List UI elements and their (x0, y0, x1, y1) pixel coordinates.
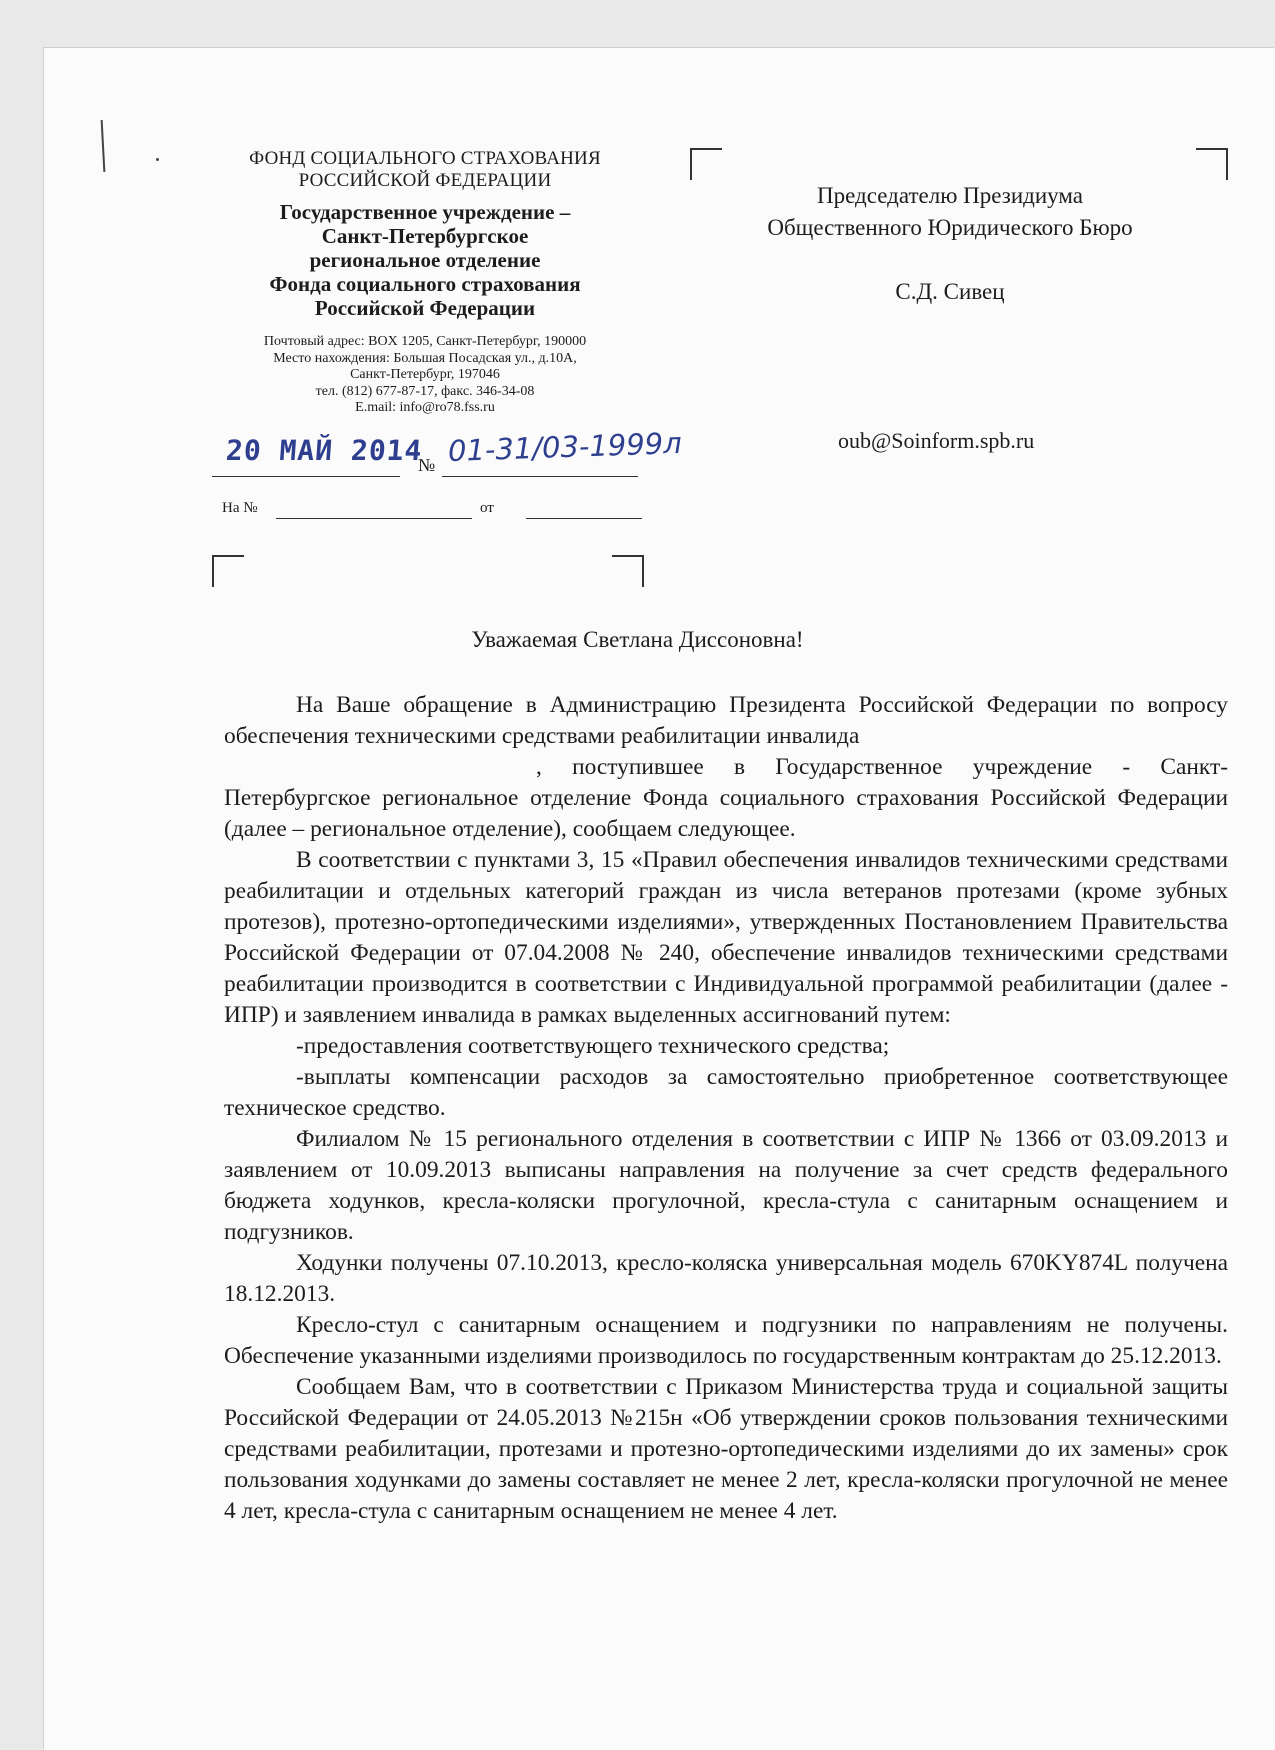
outgoing-number: 01-31/03-1999л (447, 425, 683, 469)
fund-name-line1: ФОНД СОЦИАЛЬНОГО СТРАХОВАНИЯ (249, 148, 601, 169)
institution-line5: Российской Федерации (314, 296, 536, 320)
subject-corner-right (612, 555, 644, 587)
paragraph-appeal: На Ваше обращение в Администрацию Президента Российской Федерации по вопросу обеспечения техническими средствами реабилитации инвалида (224, 692, 1228, 749)
recipient-email: oub@Soinform.spb.ru (838, 428, 1035, 453)
postal-address: Почтовый адрес: BOX 1205, Санкт-Петербург, 190000 (263, 334, 587, 349)
paragraph-order: Сообщаем Вам, что в соответствии с Приказом Министерства труда и социальной защиты Российской Федерации от 24.05.2013 №215н «Об утверждении сроков пользования техническими средствами реабилитации, протезами и протезно-ортопедическими изделиями до их замены» срок пользования ходунками до замены составляет не менее 2 лет, кресла-коляски прогулочной не менее 4 лет, кресла-стула с санитарным оснащением не менее 4 лет. (224, 1374, 1228, 1524)
paragraph-appeal-cont: , поступившее в Государственное учреждение - Санкт-Петербургское региональное отделение Фонда социального страхования Российской Федерации (далее – региональное отделение), сообщаем следующее. (224, 754, 1228, 842)
paragraph-received: Ходунки получены 07.10.2013, кресло-коляска универсальная модель 670KY874L получена 18.12.2013. (224, 1250, 1228, 1307)
institution-line1: Государственное учреждение – (279, 200, 571, 224)
pen-dot (156, 158, 159, 161)
sender-email: E.mail: info@ro78.fss.ru (355, 400, 495, 415)
subject-corner-left (212, 555, 244, 587)
salutation: Уважаемая Светлана Диссоновна! (471, 627, 804, 652)
fund-name-line2: РОССИЙСКОЙ ФЕДЕРАЦИИ (298, 170, 552, 191)
recipient-title-line1: Председателю Президиума (817, 183, 1083, 208)
phone-fax: тел. (812) 677-87-17, факс. 346-34-08 (315, 383, 535, 399)
recipient-block (700, 180, 1200, 308)
paragraph-branch: Филиалом № 15 регионального отделения в соответствии с ИПР № 1366 от 03.09.2013 и заявлением от 10.09.2013 выписаны направления на получение за счет средств федерального бюджета ходунков, кресла-коляски прогулочной, кресла-стула с санитарным оснащением и подгузников. (224, 1126, 1228, 1245)
location-city: Санкт-Петербург, 197046 (350, 367, 500, 382)
number-underline (442, 476, 638, 477)
date-underline (212, 476, 400, 477)
paragraph-rules: В соответствии с пунктами 3, 15 «Правил обеспечения инвалидов техническими средствами реабилитации и отдельных категорий граждан из числа ветеранов протезами (кроме зубных протезов), протезно-ортопедическими изделиями», утвержденных Постановлением Правительства Российской Федерации от 07.04.2008 № 240, обеспечение инвалидов техническими средствами реабилитации производится в соответствии с Индивидуальной программой реабилитации (далее - ИПР) и заявлением инвалида в рамках выделенных ассигнований путем: (224, 847, 1228, 1028)
list-item-compensation: -выплаты компенсации расходов за самостоятельно приобретенное соответствующее техническое средство. (224, 1064, 1228, 1121)
ref-number-label: На № (222, 500, 258, 516)
ref-number-underline (276, 518, 472, 519)
recipient-title-line2: Общественного Юридического Бюро (767, 215, 1133, 240)
number-label: № (418, 455, 436, 475)
sender-address (210, 334, 640, 417)
institution-line4: Фонда социального страхования (269, 272, 581, 296)
ref-date-underline (526, 518, 642, 519)
institution-line2: Санкт-Петербургское (321, 224, 529, 248)
letter-body (224, 690, 1228, 1527)
date-stamp: 20 МАЙ 2014 (224, 434, 424, 467)
recipient-corner-right (1196, 148, 1228, 180)
sender-header (210, 148, 640, 417)
institution-line3: региональное отделение (309, 248, 541, 272)
recipient-name: С.Д. Сивец (895, 279, 1005, 304)
list-item-provision: -предоставления соответствующего технического средства; (296, 1033, 890, 1059)
institution-name (210, 200, 640, 320)
ref-date-label: от (480, 500, 494, 516)
location-address: Место нахождения: Большая Посадская ул., д.10А, (273, 350, 577, 366)
paragraph-not-received: Кресло-стул с санитарным оснащением и подгузники по направлениям не получены. Обеспечение указанными изделиями производилось по государственным контрактам до 25.12.2013. (224, 1312, 1228, 1369)
recipient-corner-left (690, 148, 722, 180)
